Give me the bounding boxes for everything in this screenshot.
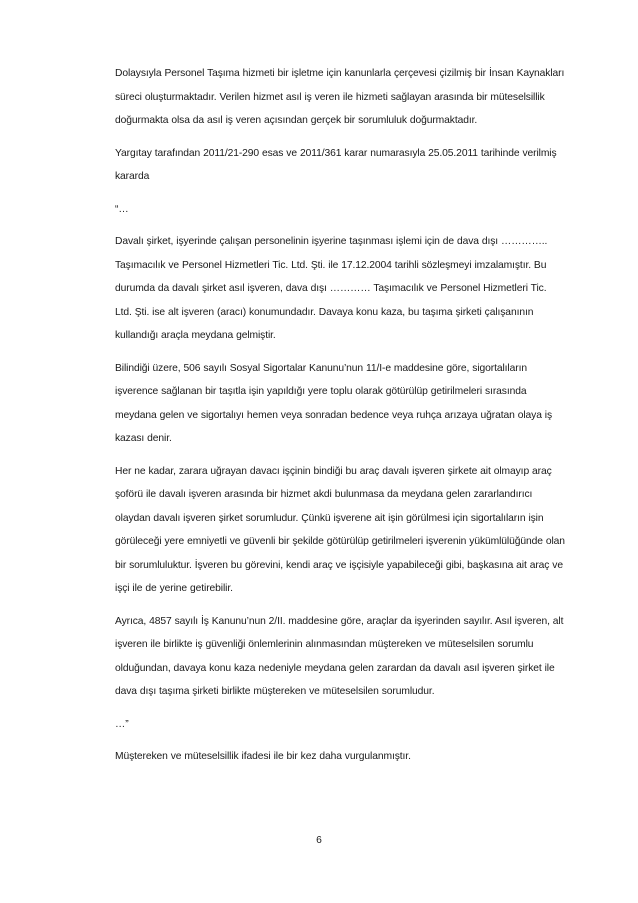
- paragraph-1: Dolaysıyla Personel Taşıma hizmeti bir işletme için kanunlarla çerçevesi çizilmiş bir İnsan Kaynakları süreci oluşturmaktadır. Verilen hizmet asıl iş veren ile hizmeti sağlayan arasında bir müteselsillik doğurmakta olsa da asıl iş veren açısından gerçek bir sorumluluk doğurmaktadır.: [115, 68, 565, 126]
- paragraph-2: Yargıtay tarafından 2011/21-290 esas ve 2011/361 karar numarasıyla 25.05.2011 tarihinde verilmiş kararda: [115, 147, 557, 182]
- paragraph-7: Müştereken ve müteselsillik ifadesi ile bir kez daha vurgulanmıştır.: [115, 751, 411, 762]
- paragraph-3: Davalı şirket, işyerinde çalışan personelinin işyerine taşınması işlemi için de dava dışı ………….. Taşımacılık ve Personel Hizmetleri Tic. Ltd. Şti. ile 17.12.2004 tarihli sözleşmeyi imzalamıştır. Bu durumda da davalı şirket asıl işveren, dava dışı ………… Taşımacılık ve Personel Hizmetleri Tic. Ltd. Şti. ise alt işveren (aracı) konumundadır. Davaya konu kaza, bu taşıma şirketi çalışanının kullandığı araçla meydana gelmiştir.: [115, 236, 548, 341]
- page-number: 6: [316, 835, 322, 846]
- quote-close: …”: [115, 718, 129, 730]
- paragraph-5: Her ne kadar, zarara uğrayan davacı işçinin bindiği bu araç davalı işveren şirkete ait olmayıp araç şoförü ile davalı işveren arasında bir hizmet akdi bulunmasa da meydana gelen zararlandırıcı olaydan davalı işveren şirket sorumludur. Çünkü işverene ait işin görülmesi için sigortalıların işin görüleceği yere emniyetli ve güvenli bir şekilde götürülüp getirilmeleri işverenin yükümlülüğünde olan bir sorumluluktur. İşveren bu görevini, kendi araç ve işçisiyle yapabileceği gibi, başkasına ait araç ve işçi ile de yerine getirebilir.: [115, 465, 565, 594]
- paragraph-4: Bilindiği üzere, 506 sayılı Sosyal Sigortalar Kanunu’nun 11/I-e maddesine göre, sigortalıların işverence sağlanan bir taşıtla işin yapıldığı yere toplu olarak götürülüp getirilmeleri sırasında meydana gelen ve sigortalıyı hemen veya sonradan bedence veya ruhça arızaya uğratan olaya iş kazası denir.: [115, 362, 553, 444]
- paragraph-6: Ayrıca, 4857 sayılı İş Kanunu’nun 2/II. maddesine göre, araçlar da işyerinden sayılır. Asıl işveren, alt işveren ile birlikte iş güvenliği önlemlerinin alınmasından müştereken ve müteselsilen sorumlu olduğundan, davaya konu kaza nedeniyle meydana gelen zarardan da davalı asıl işveren şirket ile dava dışı taşıma şirketi birlikte müştereken ve müteselsilen sorumludur.: [115, 615, 564, 697]
- document-body: [115, 62, 565, 778]
- quote-open: “…: [115, 203, 129, 215]
